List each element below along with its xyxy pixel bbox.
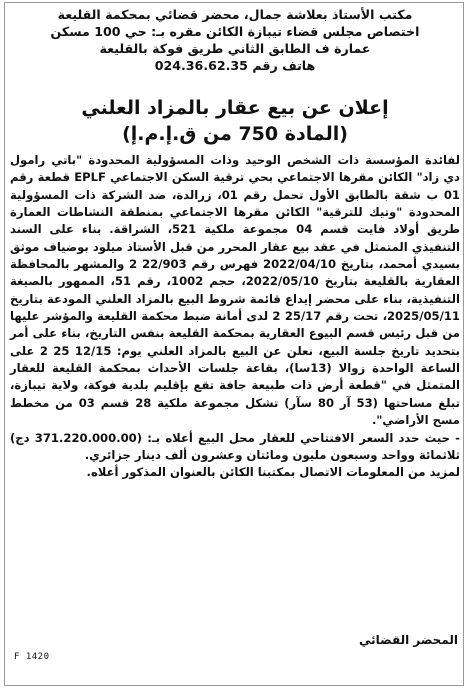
office-phone: هاتف رقم 024.36.62.35: [154, 58, 316, 73]
announcement-title: [10, 95, 460, 147]
body-paragraph-price: - حيث حدد السعر الافتتاحي للعقار محل البيع أعلاه بـ: (371.220.000.00 دج) ثلاثمائة وواحد وسبعون مليون ومائتان وعشرون ألف دينار جزائري.: [10, 430, 460, 462]
body-paragraph-contact: لمزيد من المعلومات الاتصال بمكتبنا الكائن بالعنوان المذكور أعلاه.: [86, 465, 460, 480]
office-name-line: مكتب الأستاذ بعلاشة جمال، محضر قضائي بمحكمة القليعة: [57, 7, 413, 22]
office-address-line: عمارة ف الطابق الثاني طريق فوكة بالقليعة: [99, 41, 371, 56]
reference-code: F 1420: [14, 652, 50, 662]
office-jurisdiction-line: اختصاص مجلس قضاء تيبازة الكائن مقره بـ: حي 100 مسكن: [50, 24, 420, 39]
title-article: (المادة 750 من ق.إ.م.إ): [122, 123, 348, 145]
signature-bailiff: المحضر القضائي: [358, 633, 458, 647]
body-paragraph-details: لفائدة المؤسسة ذات الشخص الوحيد وذات المسؤولية المحدودة "باتي رامول دي زاد" الكائن مقرها الاجتماعي بحي ترقية السكن الاجتماعي EPLF قطعة رقم 01 ب شقة بالطابق الأول تحمل رقم 01، زرالدة، ضد الشركة ذات المسؤولية المحدودة "وتيك للترقية" الكائن مقرها الاجتماعي بمنطقة النشاطات العمارة طريق أولاد فايت قسم 04 مجموعة ملكية 521، الشراقة. بناء على السند التنفيذي المتمثل في عقد بيع عقار المحرر من قبل الأستاذ ميلود بوضياف موثق بسيدي أمحمد، بتاريخ 2022/04/10 فهرس رقم 22/903 2 والمشهر بالمحافظة العقارية بالقليعة بتاريخ 2022/05/10، حجم 1002، رقم 51، الممهور بالصيغة التنفيذية، بناء على محضر إيداع قائمة شروط البيع بالمزاد العلني المودعة بتاريخ 2025/05/11، تحت رقم 25/17 2 لدى أمانة ضبط محكمة القليعة والمؤشر عليها من قبل رئيس قسم البيوع العقارية بمحكمة القليعة بنفس التاريخ، بناء على أمر بتحديد تاريخ جلسة البيع، نعلن عن البيع بالمزاد العلني يوم: 12/15 25 2 على الساعة الواحدة زوالا (13سا)، بقاعة جلسات الأحداث بمحكمة القليعة للعقار المتمثل في "قطعة أرض ذات طبيعة جافة تقع بإقليم بلدية فوكة، ولاية تيبازة، تبلغ مساحتها (53 آر 80 سآر) تشكل مجموعة ملكية 28 قسم 03 من مخطط مسح الأراضي".: [10, 153, 461, 428]
office-header: [10, 6, 460, 74]
title-main: إعلان عن بيع عقار بالمزاد العلني: [81, 97, 389, 119]
announcement-body: [10, 152, 460, 482]
